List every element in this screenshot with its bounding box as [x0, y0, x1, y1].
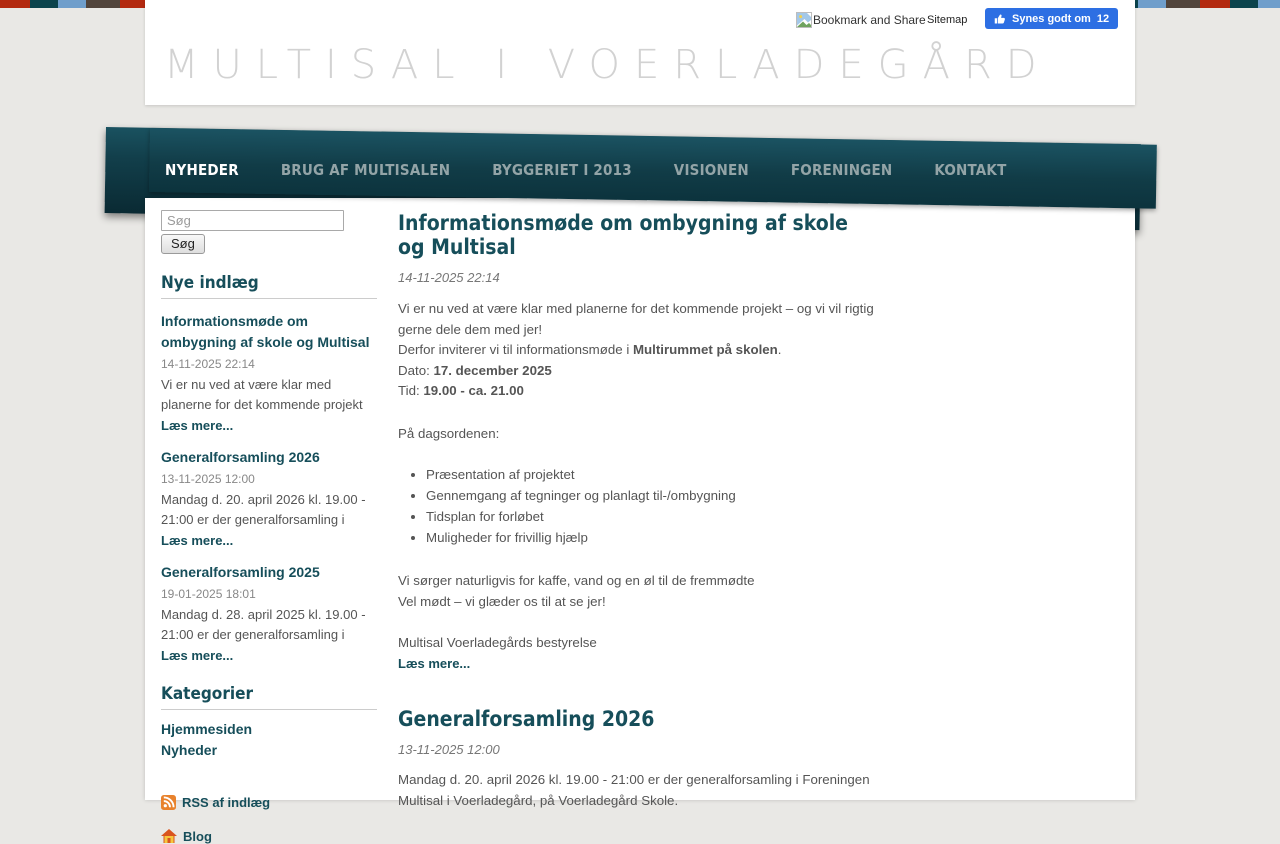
article-date: 13-11-2025 12:00: [398, 742, 500, 757]
article-signature: Multisal Voerladegårds bestyrelse: [398, 635, 597, 650]
categories-heading: Kategorier: [161, 684, 377, 710]
article-paragraph: Mandag d. 20. april 2026 kl. 19.00 - 21:00 er der generalforsamling i Foreningen Multisal i Voerladegård, på Voerladegård Skole.: [398, 772, 870, 808]
agenda-item: • Muligheder for frivillig hjælp: [426, 527, 876, 548]
nav-item-nyheder[interactable]: NYHEDER: [165, 161, 239, 179]
categories-list: [161, 719, 377, 761]
agenda-heading: På dagsordenen:: [398, 425, 500, 441]
nav-item-foreningen[interactable]: FORENINGEN: [790, 161, 893, 179]
nav-item-brug-af-multisalen[interactable]: BRUG AF MULTISALEN: [280, 161, 451, 179]
article-paragraph: [398, 571, 876, 612]
sidebar-post-excerpt: Vi er nu ved at være klar med planerne for det kommende projekt: [161, 377, 363, 412]
sidebar-post-title[interactable]: Generalforsamling 2026: [161, 449, 320, 465]
article-date: 14-11-2025 22:14: [398, 270, 500, 285]
sidebar-post-date: 14-11-2025 22:14: [161, 357, 255, 371]
category-link-hjemmesiden[interactable]: Hjemmesiden: [161, 721, 253, 737]
facebook-like-label: Synes godt om: [1012, 12, 1091, 25]
time-label: Tid:: [398, 383, 424, 398]
sidebar-post-excerpt: Mandag d. 28. april 2025 kl. 19.00 - 21:00 er der generalforsamling i: [161, 607, 366, 642]
content-panel: [145, 198, 1135, 844]
facebook-like-count: 12: [1096, 12, 1110, 25]
facebook-like-button[interactable]: [985, 8, 1118, 29]
outro-line2: Vel mødt – vi glæder os til at se jer!: [398, 593, 606, 609]
nav-item-kontakt[interactable]: KONTAKT: [934, 161, 1007, 179]
article-paragraph: [398, 299, 876, 402]
rss-icon: [161, 795, 176, 810]
date-value: 17. december 2025: [433, 362, 552, 378]
blog-home-link[interactable]: [161, 829, 377, 844]
article-invite-bold: Multirummet på skolen: [632, 342, 778, 357]
sidebar-post-date: 13-11-2025 12:00: [161, 472, 255, 486]
site-logo: MULTISAL I VOERLADEGÅRD: [164, 42, 1051, 88]
bookmark-and-share-link[interactable]: [796, 12, 926, 28]
outro-line1: Vi sørger naturligvis for kaffe, vand og en øl til de fremmødte: [398, 573, 755, 588]
article-title[interactable]: Generalforsamling 2026: [398, 707, 655, 731]
thumbs-up-icon: [994, 13, 1006, 25]
header-panel: [145, 0, 1135, 105]
nav-item-visionen[interactable]: VISIONEN: [673, 161, 749, 179]
agenda-item: • Tidsplan for forløbet: [426, 506, 876, 527]
agenda-list: [398, 464, 876, 548]
article: [398, 211, 876, 674]
blog-link-label: Blog: [183, 829, 212, 844]
bookmark-and-share-label: Bookmark and Share: [813, 13, 926, 27]
agenda-item: • Gennemgang af tegninger og planlagt til-/ombygning: [426, 485, 876, 506]
sitemap-link[interactable]: Sitemap: [927, 14, 968, 26]
list-item: [161, 311, 377, 435]
agenda-item: • Præsentation af projektet: [426, 464, 876, 485]
sidebar-post-title[interactable]: Generalforsamling 2025: [161, 564, 320, 580]
broken-image-icon: [796, 12, 812, 28]
main-content: [398, 211, 876, 811]
search-input[interactable]: [161, 210, 344, 231]
read-more-link[interactable]: Læs mere...: [161, 648, 234, 663]
read-more-link[interactable]: Læs mere...: [161, 533, 234, 548]
time-value: 19.00 - ca. 21.00: [423, 383, 524, 398]
home-icon: [161, 829, 177, 844]
article: [398, 707, 876, 811]
recent-posts-heading: Nye indlæg: [161, 273, 377, 299]
sidebar: [161, 210, 377, 844]
header-utils: [145, 0, 1135, 32]
nav-item-byggeriet-i-2013[interactable]: BYGGERIET I 2013: [492, 161, 632, 179]
category-link-nyheder[interactable]: Nyheder: [161, 742, 218, 758]
rss-link-label: RSS af indlæg: [182, 795, 271, 810]
article-invite-pre: Derfor inviterer vi til informationsmøde i: [398, 342, 633, 357]
rss-feed-link[interactable]: [161, 795, 377, 810]
sidebar-post-date: 19-01-2025 18:01: [161, 587, 256, 601]
main-navigation: [165, 161, 1006, 179]
sidebar-post-title[interactable]: Informationsmøde om ombygning af skole og Multisal: [161, 313, 370, 350]
sidebar-post-excerpt: Mandag d. 20. april 2026 kl. 19.00 - 21:00 er der generalforsamling i: [161, 492, 366, 527]
article-title[interactable]: Informationsmøde om ombygning af skole og Multisal: [398, 211, 848, 259]
read-more-link[interactable]: Læs mere...: [398, 655, 471, 671]
article-invite-post: .: [777, 342, 782, 357]
article-intro-text: Vi er nu ved at være klar med planerne for det kommende projekt – og vi vil rigtig gerne dele dem med jer!: [398, 301, 874, 337]
read-more-link[interactable]: Læs mere...: [161, 418, 234, 433]
date-label: Dato:: [398, 362, 434, 378]
list-item: [161, 447, 377, 550]
list-item: [161, 562, 377, 665]
search-button[interactable]: Søg: [161, 234, 205, 254]
